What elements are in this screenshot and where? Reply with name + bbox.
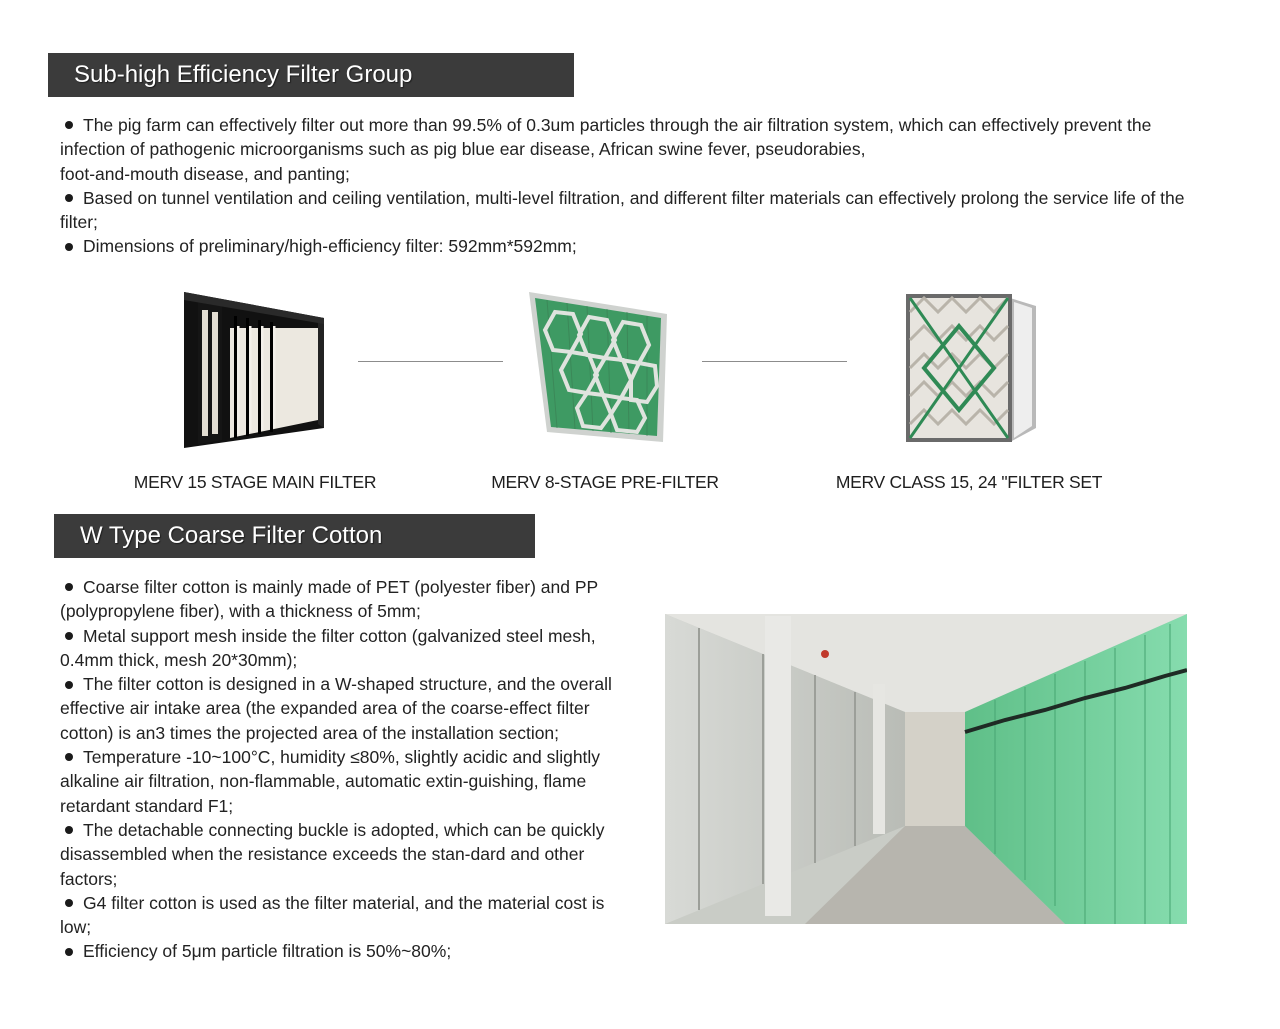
section-title-coarse-filter: W Type Coarse Filter Cotton [54,514,535,558]
bullet-dot-icon [65,121,73,129]
bullet-item: Temperature -10~100°C, humidity ≤80%, slightly acidic and slightly alkaline air filtration, non-flammable, automatic extin-guishing, flame retardant standard F1; [60,747,601,816]
bullet-dot-icon [65,194,73,202]
filter-group-description [60,113,1210,259]
connector-line [358,361,503,362]
coarse-filter-description [60,575,630,964]
bullet-item: The filter cotton is designed in a W-shaped structure, and the overall effective air intake area (the expanded area of the coarse-effect filter cotton) is an3 times the projected area of the installation section; [60,674,612,743]
bullet-item: Metal support mesh inside the filter cotton (galvanized steel mesh, 0.4mm thick, mesh 20*30mm); [60,625,596,670]
connector-line [702,361,847,362]
bullet-dot-icon [65,899,73,907]
bullet-item: The pig farm can effectively filter out more than 99.5% of 0.3um particles through the air filtration system, which can effectively prevent the infection of pathogenic microorganisms such as pig blue ear disease, African swine fever, pseudorabies, [60,115,1152,160]
bullet-item: Based on tunnel ventilation and ceiling ventilation, multi-level filtration, and different filter materials can effectively prolong the service life of the filter; [60,187,1185,233]
bullet-dot-icon [65,632,73,640]
bullet-item: The detachable connecting buckle is adopted, which can be quickly disassembled when the resistance exceeds the stan-dard and other factors; [60,819,605,889]
bullet-dot-icon [65,243,73,251]
bullet-item: G4 filter cotton is used as the filter material, and the material cost is low; [60,892,605,938]
section-title-filter-group: Sub-high Efficiency Filter Group [48,53,574,97]
bullet-continuation: foot-and-mouth disease, and panting; [60,163,350,184]
bullet-dot-icon [65,753,73,761]
bullet-item: Efficiency of 5μm particle filtration is 50%~80%; [60,939,630,963]
filter-set-image [904,292,1040,444]
bullet-item: Coarse filter cotton is mainly made of PET (polyester fiber) and PP (polypropylene fiber), with a thickness of 5mm; [60,577,598,622]
filter-corridor-photo [665,614,1187,924]
v-bank-filter-image [178,288,330,454]
bullet-dot-icon [65,583,73,591]
green-panel-filter-image [527,290,671,444]
product-caption-filter-set: MERV CLASS 15, 24 "FILTER SET [835,472,1103,492]
product-caption-main-filter: MERV 15 STAGE MAIN FILTER [133,472,377,492]
bullet-dot-icon [65,948,73,956]
bullet-dot-icon [65,826,73,834]
bullet-dot-icon [65,681,73,689]
bullet-item: Dimensions of preliminary/high-efficiency filter: 592mm*592mm; [60,234,1210,258]
product-caption-pre-filter: MERV 8-STAGE PRE-FILTER [491,472,719,492]
